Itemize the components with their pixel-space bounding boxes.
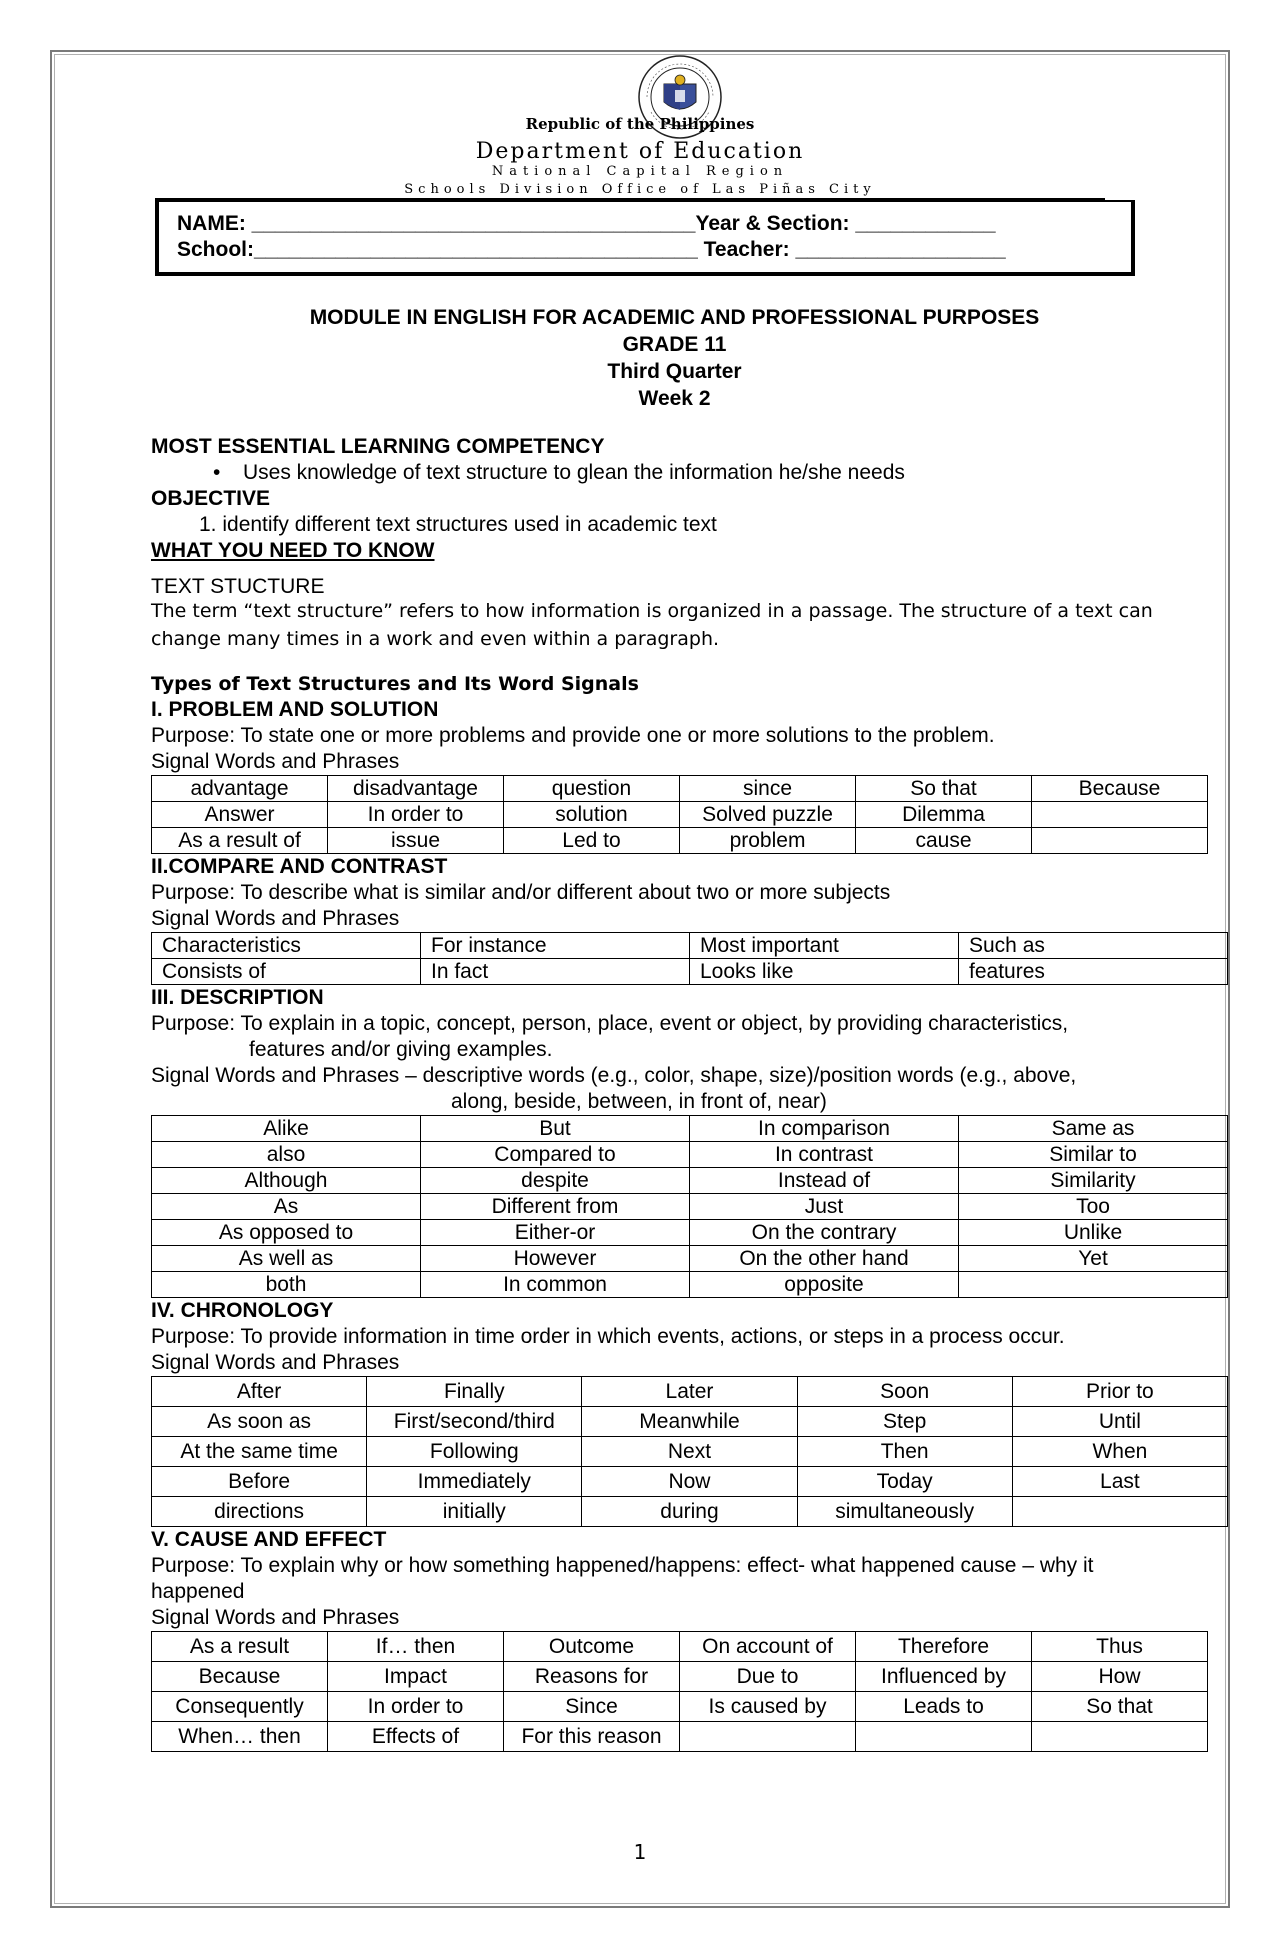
description-purpose-line-1: Purpose: To explain in a topic, concept, person, place, event or object, by providing characteristics, (151, 1012, 1069, 1035)
table-cell (680, 1722, 856, 1752)
table-cell: So that (1032, 1692, 1208, 1722)
table-cell: However (421, 1246, 690, 1272)
problem-purpose: Purpose: To state one or more problems and provide one or more solutions to the problem. (151, 724, 995, 747)
table-cell: If… then (328, 1632, 504, 1662)
table-cell: In order to (328, 1692, 504, 1722)
table-row (152, 1722, 1208, 1752)
table-cell: Similar to (959, 1142, 1228, 1168)
cause-signal: Signal Words and Phrases (151, 1606, 400, 1629)
table-cell: As (152, 1194, 421, 1220)
text-structure-subheading: TEXT STUCTURE (151, 575, 325, 598)
table-cell: Therefore (856, 1632, 1032, 1662)
table-row (152, 1142, 1228, 1168)
table-cell: Consequently (152, 1692, 328, 1722)
text-structure-paragraph: The term “text structure” refers to how information is organized in a passage. The structure of a text can change many times in a work and even within a paragraph. (151, 600, 1153, 650)
table-cell: Thus (1032, 1632, 1208, 1662)
table-cell: Consists of (152, 959, 421, 985)
table-cell: Unlike (959, 1220, 1228, 1246)
table-cell: But (421, 1116, 690, 1142)
table-cell: Yet (959, 1246, 1228, 1272)
table-cell: Following (367, 1437, 582, 1467)
table-cell (856, 1722, 1032, 1752)
name-row: NAME: ______________________________________Year & Section: ____________ (177, 212, 996, 235)
module-content (151, 304, 1229, 1752)
table-cell: Now (582, 1467, 797, 1497)
table-cell: Prior to (1012, 1377, 1227, 1407)
table-cell: Just (690, 1194, 959, 1220)
table-cell: problem (680, 828, 856, 854)
cause-purpose-line-2: happened (151, 1580, 245, 1603)
table-cell: As well as (152, 1246, 421, 1272)
table-row (152, 1194, 1228, 1220)
table-cell: initially (367, 1497, 582, 1527)
chronology-signal: Signal Words and Phrases (151, 1351, 400, 1374)
table-cell: Instead of (690, 1168, 959, 1194)
table-cell: For instance (421, 933, 690, 959)
table-cell: After (152, 1377, 367, 1407)
table-cell: Today (797, 1467, 1012, 1497)
compare-heading: II.COMPARE AND CONTRAST (151, 855, 448, 878)
table-cell: Solved puzzle (680, 802, 856, 828)
table-cell: question (504, 776, 680, 802)
table-row (152, 1272, 1228, 1298)
table-cell: On the contrary (690, 1220, 959, 1246)
header-region: National Capital Region (491, 164, 789, 179)
table-cell: Alike (152, 1116, 421, 1142)
table-cell: both (152, 1272, 421, 1298)
table-row (152, 959, 1228, 985)
table-cell: disadvantage (328, 776, 504, 802)
description-signal-line-2: along, beside, between, in front of, near) (451, 1090, 827, 1113)
table-cell (1032, 1722, 1208, 1752)
table-row (152, 1662, 1208, 1692)
cause-table (151, 1631, 1208, 1752)
student-info-box (155, 200, 1135, 276)
compare-signal: Signal Words and Phrases (151, 907, 400, 930)
table-cell: When (1012, 1437, 1227, 1467)
table-cell: When… then (152, 1722, 328, 1752)
table-row (152, 1632, 1208, 1662)
page-number: 1 (633, 1840, 647, 1864)
table-cell (1032, 828, 1208, 854)
melc-bullet (151, 460, 1229, 486)
table-cell: Either-or (421, 1220, 690, 1246)
title-line-3: Third Quarter (607, 360, 742, 383)
table-cell: Although (152, 1168, 421, 1194)
table-cell: Because (1032, 776, 1208, 802)
table-cell: Due to (680, 1662, 856, 1692)
table-cell: also (152, 1142, 421, 1168)
table-cell: As a result (152, 1632, 328, 1662)
table-cell: Soon (797, 1377, 1012, 1407)
table-row (152, 1220, 1228, 1246)
problem-signal: Signal Words and Phrases (151, 750, 400, 773)
table-cell: Dilemma (856, 802, 1032, 828)
problem-table (151, 775, 1208, 854)
chronology-purpose: Purpose: To provide information in time order in which events, actions, or steps in a process occur. (151, 1325, 1065, 1348)
table-cell: Effects of (328, 1722, 504, 1752)
table-row (152, 1497, 1228, 1527)
table-cell (1012, 1497, 1227, 1527)
melc-heading: MOST ESSENTIAL LEARNING COMPETENCY (151, 435, 605, 458)
description-table (151, 1115, 1228, 1298)
table-cell: Looks like (690, 959, 959, 985)
table-cell (1032, 802, 1208, 828)
table-row (152, 1437, 1228, 1467)
cause-heading: V. CAUSE AND EFFECT (151, 1528, 387, 1551)
table-row (152, 1116, 1228, 1142)
chronology-table (151, 1376, 1228, 1527)
compare-purpose: Purpose: To describe what is similar and/or different about two or more subjects (151, 881, 891, 904)
table-row (152, 1692, 1208, 1722)
table-cell: On account of (680, 1632, 856, 1662)
title-line-1: MODULE IN ENGLISH FOR ACADEMIC AND PROFESSIONAL PURPOSES (309, 306, 1040, 329)
table-cell: For this reason (504, 1722, 680, 1752)
table-cell: Next (582, 1437, 797, 1467)
description-signal (151, 1063, 1229, 1115)
chronology-heading: IV. CHRONOLOGY (151, 1299, 334, 1322)
table-cell: As soon as (152, 1407, 367, 1437)
types-heading: Types of Text Structures and Its Word Signals (151, 673, 639, 695)
table-cell: despite (421, 1168, 690, 1194)
table-cell: Outcome (504, 1632, 680, 1662)
table-cell: How (1032, 1662, 1208, 1692)
table-cell: Is caused by (680, 1692, 856, 1722)
table-cell: issue (328, 828, 504, 854)
table-cell: Leads to (856, 1692, 1032, 1722)
table-cell: during (582, 1497, 797, 1527)
melc-bullet-text: Uses knowledge of text structure to glean the information he/she needs (243, 461, 905, 484)
table-cell: Different from (421, 1194, 690, 1220)
table-cell: Finally (367, 1377, 582, 1407)
table-cell: since (680, 776, 856, 802)
school-row: School:______________________________________ Teacher: __________________ (177, 238, 1006, 261)
cause-purpose (151, 1553, 1229, 1605)
table-cell: As a result of (152, 828, 328, 854)
table-cell: In common (421, 1272, 690, 1298)
table-row (152, 828, 1208, 854)
know-heading: WHAT YOU NEED TO KNOW (151, 539, 435, 562)
description-purpose (151, 1011, 1229, 1063)
table-row (152, 1168, 1228, 1194)
description-purpose-line-2: features and/or giving examples. (249, 1038, 553, 1061)
table-cell: In order to (328, 802, 504, 828)
header-department: Department of Education (475, 139, 805, 164)
header-division: Schools Division Office of Las Piñas City (404, 182, 876, 197)
table-cell: Impact (328, 1662, 504, 1692)
problem-heading: I. PROBLEM AND SOLUTION (151, 698, 439, 721)
description-signal-line-1: Signal Words and Phrases – descriptive words (e.g., color, shape, size)/position words (e.g., above, (151, 1064, 1077, 1087)
table-cell: opposite (690, 1272, 959, 1298)
table-cell: Before (152, 1467, 367, 1497)
table-row (152, 1467, 1228, 1497)
table-cell: Until (1012, 1407, 1227, 1437)
table-cell: Later (582, 1377, 797, 1407)
table-cell: solution (504, 802, 680, 828)
table-cell: In fact (421, 959, 690, 985)
table-cell: In contrast (690, 1142, 959, 1168)
table-cell: In comparison (690, 1116, 959, 1142)
table-cell: Influenced by (856, 1662, 1032, 1692)
table-cell: Compared to (421, 1142, 690, 1168)
table-cell: As opposed to (152, 1220, 421, 1246)
objective-heading: OBJECTIVE (151, 487, 271, 510)
table-cell: Step (797, 1407, 1012, 1437)
table-cell: Reasons for (504, 1662, 680, 1692)
table-cell: Similarity (959, 1168, 1228, 1194)
cause-purpose-line-1: Purpose: To explain why or how something happened/happens: effect- what happened cause – why it (151, 1554, 1094, 1577)
table-cell: simultaneously (797, 1497, 1012, 1527)
table-cell: Led to (504, 828, 680, 854)
table-cell: features (959, 959, 1228, 985)
table-cell: directions (152, 1497, 367, 1527)
table-cell: Too (959, 1194, 1228, 1220)
table-cell: So that (856, 776, 1032, 802)
table-cell: Same as (959, 1116, 1228, 1142)
table-cell: Such as (959, 933, 1228, 959)
title-line-4: Week 2 (638, 387, 711, 410)
table-row (152, 802, 1208, 828)
objective-item: 1. identify different text structures used in academic text (199, 513, 717, 536)
table-cell: Last (1012, 1467, 1227, 1497)
table-row (152, 1377, 1228, 1407)
table-cell (959, 1272, 1228, 1298)
table-cell: Meanwhile (582, 1407, 797, 1437)
table-cell: cause (856, 828, 1032, 854)
bullet-dot-icon: • (213, 461, 221, 484)
table-cell: Answer (152, 802, 328, 828)
table-cell: First/second/third (367, 1407, 582, 1437)
table-cell: Most important (690, 933, 959, 959)
table-row (152, 776, 1208, 802)
table-cell: Characteristics (152, 933, 421, 959)
title-line-2: GRADE 11 (622, 333, 727, 356)
table-row (152, 1246, 1228, 1272)
table-cell: Immediately (367, 1467, 582, 1497)
table-cell: On the other hand (690, 1246, 959, 1272)
table-cell: advantage (152, 776, 328, 802)
table-row (152, 933, 1228, 959)
header-republic: Republic of the Philippines (525, 115, 755, 133)
table-cell: At the same time (152, 1437, 367, 1467)
description-heading: III. DESCRIPTION (151, 986, 324, 1009)
table-cell: Then (797, 1437, 1012, 1467)
table-row (152, 1407, 1228, 1437)
table-cell: Because (152, 1662, 328, 1692)
compare-table (151, 932, 1228, 985)
table-cell: Since (504, 1692, 680, 1722)
module-title (151, 304, 1198, 412)
